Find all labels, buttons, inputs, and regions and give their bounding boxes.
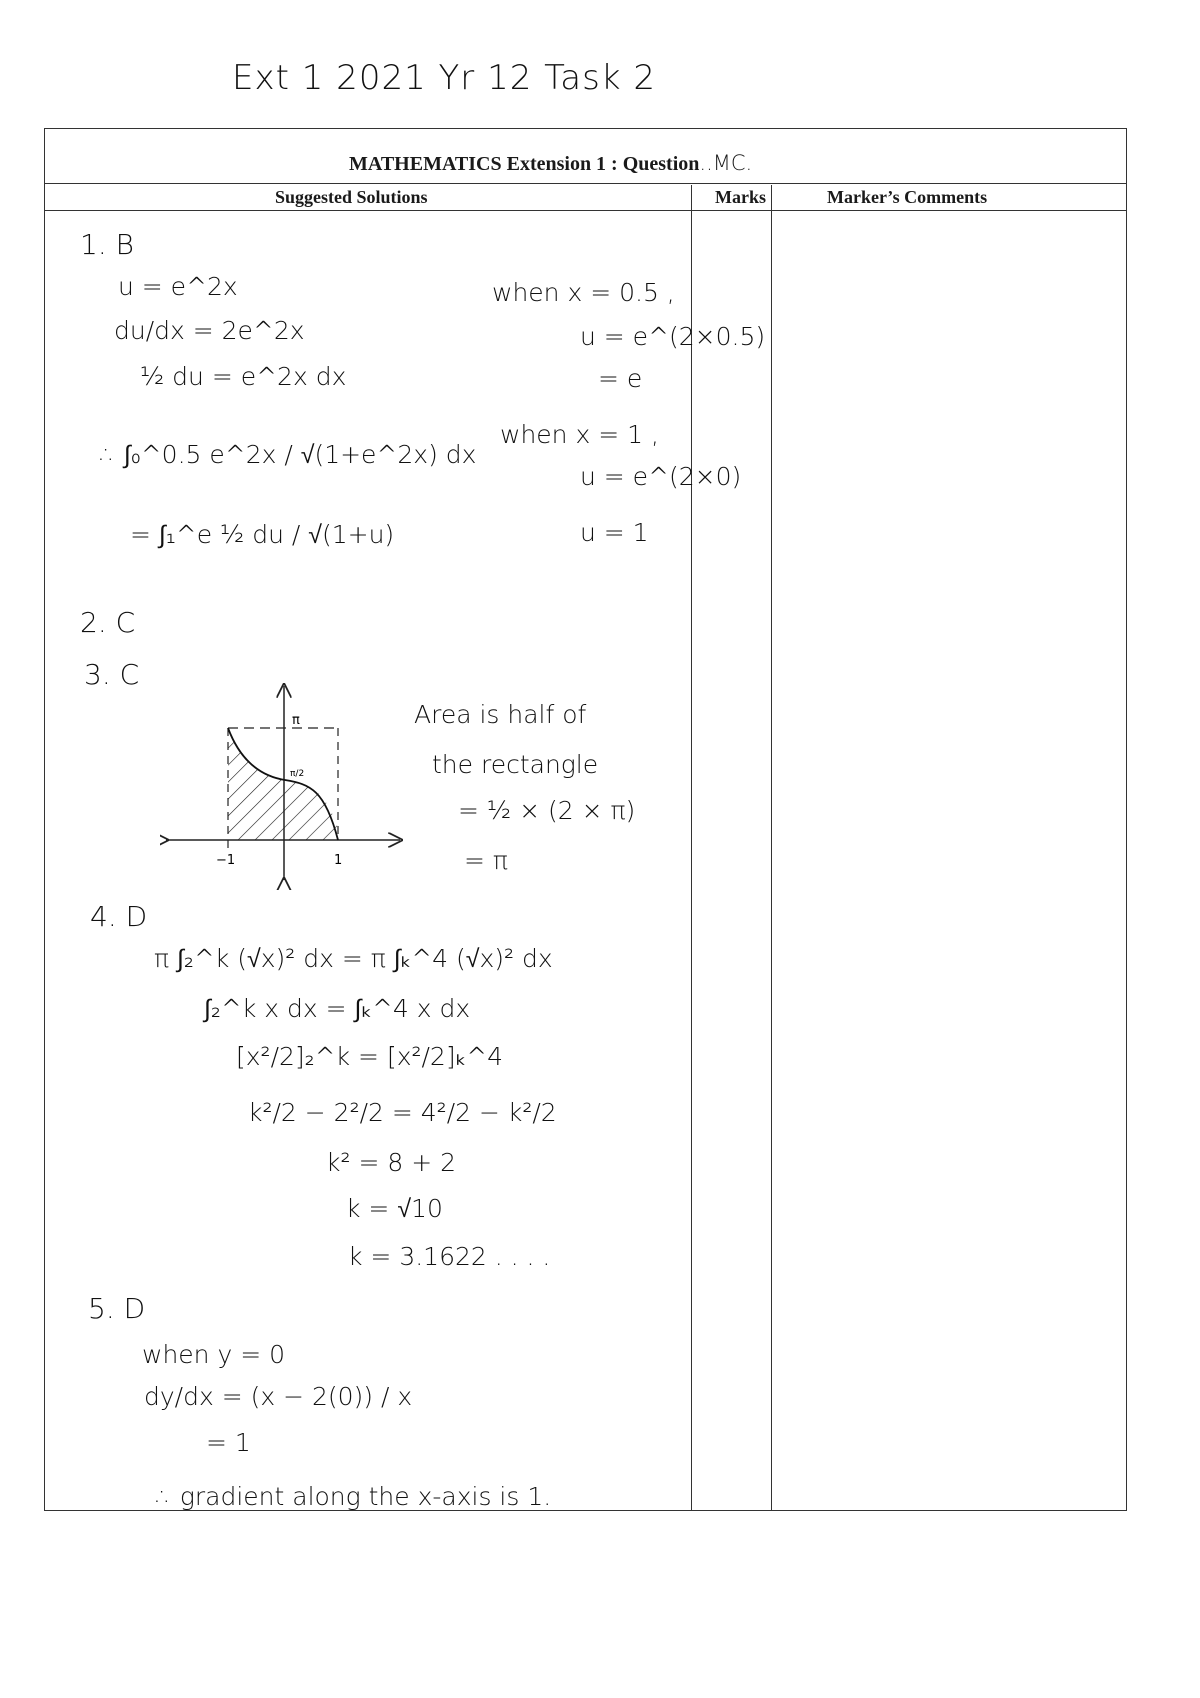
q3-label-left: −1 xyxy=(216,853,236,868)
q5-step: dy/dx = (x − 2(0)) / x xyxy=(144,1382,413,1411)
q5-step: = 1 xyxy=(206,1428,251,1457)
q5-conclusion: ∴ gradient along the x-axis is 1. xyxy=(156,1482,552,1511)
q3-shaded-region xyxy=(228,728,338,840)
question-id: ..MC. xyxy=(699,151,753,175)
q3-label-mid: π/2 xyxy=(290,769,305,779)
q3-label-right: 1 xyxy=(334,853,343,868)
table-title-row xyxy=(45,129,1126,184)
q4-step: k = 3.1622 . . . . xyxy=(348,1242,551,1271)
q1-bound: u = e^(2×0.5) xyxy=(580,322,766,351)
q1-step: du/dx = 2e^2x xyxy=(114,316,305,345)
q4-step: π ∫₂^k (√x)² dx = π ∫ₖ^4 (√x)² dx xyxy=(154,944,553,973)
q3-area-graph xyxy=(160,680,420,890)
col-marks: Marks xyxy=(715,187,766,207)
q1-integral-sub: = ∫₁^e ½ du / √(1+u) xyxy=(130,520,395,549)
marks-column-divider xyxy=(691,185,692,1510)
q1-bound: = e xyxy=(598,364,643,393)
q3-answer: 3. C xyxy=(84,658,140,691)
col-markers-comments: Marker’s Comments xyxy=(827,187,988,207)
q2-answer: 2. C xyxy=(80,606,136,639)
q1-step: u = e^2x xyxy=(118,272,238,301)
q1-step: ½ du = e^2x dx xyxy=(140,362,347,391)
q1-answer: 1. B xyxy=(80,228,134,261)
q4-step: ∫₂^k x dx = ∫ₖ^4 x dx xyxy=(204,994,471,1023)
col-suggested-solutions: Suggested Solutions xyxy=(275,187,428,207)
q1-bound: u = e^(2×0) xyxy=(580,462,742,491)
q4-step: k² = 8 + 2 xyxy=(326,1148,456,1177)
q3-label-top: π xyxy=(292,713,300,728)
q1-integral-original: ∴ ∫₀^0.5 e^2x / √(1+e^2x) dx xyxy=(100,440,477,469)
q3-explanation: = π xyxy=(464,846,508,875)
q1-bound: u = 1 xyxy=(580,518,649,547)
q3-explanation: = ½ × (2 × π) xyxy=(458,796,636,825)
header-note: Ext 1 2021 Yr 12 Task 2 xyxy=(232,58,656,98)
q4-step: k = √10 xyxy=(346,1194,443,1223)
q4-step: k²/2 − 2²/2 = 4²/2 − k²/2 xyxy=(248,1098,557,1127)
q4-answer: 4. D xyxy=(90,900,148,933)
table-title: MATHEMATICS Extension 1 : Question..MC. xyxy=(349,151,753,175)
q1-bound: when x = 0.5 , xyxy=(492,278,675,307)
q5-step: when y = 0 xyxy=(142,1340,286,1369)
q4-step: [x²/2]₂^k = [x²/2]ₖ^4 xyxy=(236,1042,504,1071)
q5-answer: 5. D xyxy=(88,1292,146,1325)
q1-bound: when x = 1 , xyxy=(500,420,659,449)
q3-explanation: Area is half of xyxy=(414,700,587,729)
q3-explanation: the rectangle xyxy=(432,750,599,779)
column-header-row xyxy=(45,185,1126,211)
comments-column-divider xyxy=(771,185,772,1510)
